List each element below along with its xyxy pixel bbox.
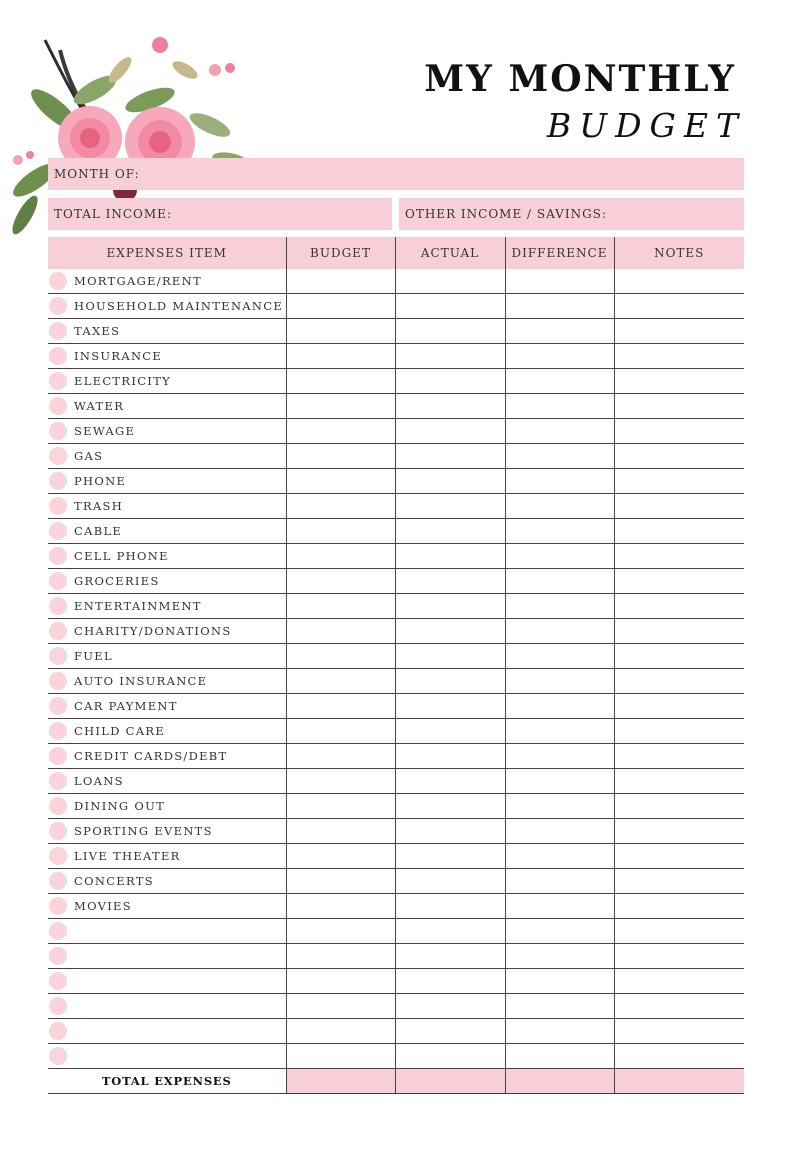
difference-cell[interactable] [505, 569, 614, 594]
actual-cell[interactable] [395, 519, 505, 544]
notes-cell[interactable] [614, 444, 744, 469]
difference-cell[interactable] [505, 619, 614, 644]
bullet-dot-icon [49, 847, 67, 865]
bullet-dot-icon [49, 922, 67, 940]
actual-cell[interactable] [395, 794, 505, 819]
budget-cell[interactable] [286, 619, 395, 644]
actual-cell[interactable] [395, 1044, 505, 1069]
difference-cell[interactable] [505, 994, 614, 1019]
table-row [48, 494, 744, 519]
expense-item-cell [48, 994, 286, 1019]
expense-item-label: CABLE [74, 524, 123, 538]
expense-item-cell [48, 694, 286, 719]
budget-cell[interactable] [286, 569, 395, 594]
expense-item-label: TAXES [74, 324, 121, 338]
table-row [48, 619, 744, 644]
bullet-dot-icon [49, 572, 67, 590]
budget-cell[interactable] [286, 319, 395, 344]
total-notes-cell[interactable] [614, 1069, 744, 1094]
expense-item-cell [48, 1019, 286, 1044]
actual-cell[interactable] [395, 444, 505, 469]
notes-cell[interactable] [614, 394, 744, 419]
expenses-table [48, 237, 744, 1094]
notes-cell[interactable] [614, 869, 744, 894]
actual-cell[interactable] [395, 844, 505, 869]
budget-cell[interactable] [286, 794, 395, 819]
actual-cell[interactable] [395, 769, 505, 794]
difference-cell[interactable] [505, 1044, 614, 1069]
table-row [48, 769, 744, 794]
bullet-dot-icon [49, 747, 67, 765]
notes-cell[interactable] [614, 569, 744, 594]
difference-cell[interactable] [505, 969, 614, 994]
actual-cell[interactable] [395, 919, 505, 944]
expense-item-label: TRASH [74, 499, 124, 513]
notes-cell[interactable] [614, 419, 744, 444]
budget-cell[interactable] [286, 444, 395, 469]
budget-cell[interactable] [286, 294, 395, 319]
table-row [48, 419, 744, 444]
difference-cell[interactable] [505, 769, 614, 794]
expense-item-cell [48, 619, 286, 644]
expense-item-cell [48, 819, 286, 844]
table-row [48, 469, 744, 494]
notes-cell[interactable] [614, 469, 744, 494]
expense-item-label: ELECTRICITY [74, 374, 172, 388]
expense-item-cell [48, 519, 286, 544]
expense-item-label: GROCERIES [74, 574, 160, 588]
bullet-dot-icon [49, 522, 67, 540]
difference-cell[interactable] [505, 644, 614, 669]
table-row [48, 544, 744, 569]
expense-item-cell [48, 919, 286, 944]
budget-cell[interactable] [286, 369, 395, 394]
difference-cell[interactable] [505, 819, 614, 844]
budget-cell[interactable] [286, 1019, 395, 1044]
notes-cell[interactable] [614, 369, 744, 394]
difference-cell[interactable] [505, 519, 614, 544]
table-row [48, 644, 744, 669]
expense-item-label: GAS [74, 449, 104, 463]
actual-cell[interactable] [395, 694, 505, 719]
expense-item-label: DINING OUT [74, 799, 166, 813]
difference-cell[interactable] [505, 869, 614, 894]
notes-cell[interactable] [614, 894, 744, 919]
bullet-dot-icon [49, 822, 67, 840]
actual-cell[interactable] [395, 369, 505, 394]
table-row [48, 694, 744, 719]
budget-cell[interactable] [286, 994, 395, 1019]
notes-cell[interactable] [614, 594, 744, 619]
difference-cell[interactable] [505, 919, 614, 944]
expense-item-cell [48, 344, 286, 369]
budget-cell[interactable] [286, 744, 395, 769]
expense-item-label: LIVE THEATER [74, 849, 181, 863]
bullet-dot-icon [49, 972, 67, 990]
difference-cell[interactable] [505, 694, 614, 719]
total-expenses-row [48, 1069, 744, 1094]
difference-cell[interactable] [505, 744, 614, 769]
notes-cell[interactable] [614, 1019, 744, 1044]
expense-item-cell [48, 719, 286, 744]
expense-item-label: WATER [74, 399, 125, 413]
actual-cell[interactable] [395, 669, 505, 694]
notes-cell[interactable] [614, 944, 744, 969]
difference-cell[interactable] [505, 369, 614, 394]
expense-item-label: SPORTING EVENTS [74, 824, 213, 838]
difference-cell[interactable] [505, 444, 614, 469]
header-notes: NOTES [614, 237, 744, 269]
budget-cell[interactable] [286, 944, 395, 969]
expense-item-label: CHARITY/DONATIONS [74, 624, 232, 638]
expenses-table-wrapper [48, 237, 744, 1094]
bullet-dot-icon [49, 422, 67, 440]
notes-cell[interactable] [614, 619, 744, 644]
bullet-dot-icon [49, 672, 67, 690]
expense-item-cell [48, 844, 286, 869]
expense-item-label: CONCERTS [74, 874, 154, 888]
bullet-dot-icon [49, 772, 67, 790]
month-of-field[interactable] [48, 158, 744, 190]
budget-cell[interactable] [286, 819, 395, 844]
difference-cell[interactable] [505, 419, 614, 444]
actual-cell[interactable] [395, 869, 505, 894]
header-actual: ACTUAL [395, 237, 505, 269]
table-row [48, 969, 744, 994]
actual-cell[interactable] [395, 544, 505, 569]
difference-cell[interactable] [505, 344, 614, 369]
header-difference: DIFFERENCE [505, 237, 614, 269]
page-subtitle: BUDGET [547, 106, 746, 145]
table-row [48, 844, 744, 869]
total-budget-cell[interactable] [286, 1069, 395, 1094]
bullet-dot-icon [49, 547, 67, 565]
actual-cell[interactable] [395, 294, 505, 319]
actual-cell[interactable] [395, 944, 505, 969]
expense-item-cell [48, 544, 286, 569]
budget-cell[interactable] [286, 894, 395, 919]
budget-cell[interactable] [286, 469, 395, 494]
budget-cell[interactable] [286, 544, 395, 569]
notes-cell[interactable] [614, 819, 744, 844]
bullet-dot-icon [49, 1047, 67, 1065]
expense-item-label: ENTERTAINMENT [74, 599, 202, 613]
notes-cell[interactable] [614, 694, 744, 719]
expense-item-cell [48, 744, 286, 769]
bullet-dot-icon [49, 997, 67, 1015]
difference-cell[interactable] [505, 794, 614, 819]
budget-cell[interactable] [286, 919, 395, 944]
actual-cell[interactable] [395, 594, 505, 619]
bullet-dot-icon [49, 397, 67, 415]
difference-cell[interactable] [505, 1019, 614, 1044]
expense-item-cell [48, 319, 286, 344]
budget-cell[interactable] [286, 969, 395, 994]
table-header-row [48, 237, 744, 269]
header-expenses-item: EXPENSES ITEM [48, 237, 286, 269]
budget-cell[interactable] [286, 344, 395, 369]
actual-cell[interactable] [395, 744, 505, 769]
notes-cell[interactable] [614, 669, 744, 694]
table-row [48, 269, 744, 294]
table-row [48, 894, 744, 919]
expense-item-cell [48, 669, 286, 694]
expense-item-label: CHILD CARE [74, 724, 166, 738]
expense-item-label: CAR PAYMENT [74, 699, 178, 713]
expense-item-cell [48, 294, 286, 319]
expense-item-label: AUTO INSURANCE [74, 674, 208, 688]
page-title: MY MONTHLY [424, 58, 736, 100]
table-row [48, 394, 744, 419]
notes-cell[interactable] [614, 969, 744, 994]
notes-cell[interactable] [614, 744, 744, 769]
other-income-label: OTHER INCOME / SAVINGS: [405, 207, 607, 221]
bullet-dot-icon [49, 447, 67, 465]
bullet-dot-icon [49, 472, 67, 490]
notes-cell[interactable] [614, 544, 744, 569]
difference-cell[interactable] [505, 294, 614, 319]
table-row [48, 994, 744, 1019]
expense-item-cell [48, 1044, 286, 1069]
expense-item-label: INSURANCE [74, 349, 163, 363]
actual-cell[interactable] [395, 619, 505, 644]
bullet-dot-icon [49, 597, 67, 615]
budget-cell[interactable] [286, 669, 395, 694]
table-row [48, 1019, 744, 1044]
expense-item-cell [48, 869, 286, 894]
budget-cell[interactable] [286, 644, 395, 669]
difference-cell[interactable] [505, 894, 614, 919]
expense-item-cell [48, 494, 286, 519]
table-row [48, 519, 744, 544]
actual-cell[interactable] [395, 644, 505, 669]
total-actual-cell[interactable] [395, 1069, 505, 1094]
table-row [48, 344, 744, 369]
expense-item-label: SEWAGE [74, 424, 136, 438]
expense-item-label: MORTGAGE/RENT [74, 274, 202, 288]
month-of-label: MONTH OF: [54, 167, 140, 181]
actual-cell[interactable] [395, 269, 505, 294]
expense-item-cell [48, 969, 286, 994]
bullet-dot-icon [49, 897, 67, 915]
notes-cell[interactable] [614, 1044, 744, 1069]
actual-cell[interactable] [395, 719, 505, 744]
difference-cell[interactable] [505, 844, 614, 869]
bullet-dot-icon [49, 322, 67, 340]
notes-cell[interactable] [614, 319, 744, 344]
table-row [48, 819, 744, 844]
bullet-dot-icon [49, 622, 67, 640]
actual-cell[interactable] [395, 894, 505, 919]
bullet-dot-icon [49, 347, 67, 365]
actual-cell[interactable] [395, 319, 505, 344]
budget-cell[interactable] [286, 394, 395, 419]
actual-cell[interactable] [395, 419, 505, 444]
bullet-dot-icon [49, 947, 67, 965]
actual-cell[interactable] [395, 969, 505, 994]
expense-item-label: HOUSEHOLD MAINTENANCE [74, 299, 284, 313]
bullet-dot-icon [49, 297, 67, 315]
expense-item-cell [48, 644, 286, 669]
expense-item-cell [48, 444, 286, 469]
actual-cell[interactable] [395, 1019, 505, 1044]
expense-item-label: MOVIES [74, 899, 132, 913]
actual-cell[interactable] [395, 569, 505, 594]
notes-cell[interactable] [614, 994, 744, 1019]
table-row [48, 794, 744, 819]
budget-cell[interactable] [286, 269, 395, 294]
actual-cell[interactable] [395, 344, 505, 369]
table-row [48, 944, 744, 969]
total-expenses-label: TOTAL EXPENSES [48, 1069, 286, 1094]
actual-cell[interactable] [395, 994, 505, 1019]
table-row [48, 869, 744, 894]
notes-cell[interactable] [614, 844, 744, 869]
expense-item-cell [48, 594, 286, 619]
notes-cell[interactable] [614, 644, 744, 669]
difference-cell[interactable] [505, 269, 614, 294]
actual-cell[interactable] [395, 394, 505, 419]
budget-cell[interactable] [286, 694, 395, 719]
actual-cell[interactable] [395, 469, 505, 494]
expense-item-cell [48, 394, 286, 419]
difference-cell[interactable] [505, 469, 614, 494]
expense-item-cell [48, 769, 286, 794]
table-row [48, 319, 744, 344]
notes-cell[interactable] [614, 769, 744, 794]
budget-cell[interactable] [286, 719, 395, 744]
bullet-dot-icon [49, 647, 67, 665]
table-row [48, 669, 744, 694]
actual-cell[interactable] [395, 494, 505, 519]
table-row [48, 594, 744, 619]
table-row [48, 744, 744, 769]
expense-item-cell [48, 569, 286, 594]
notes-cell[interactable] [614, 269, 744, 294]
table-row [48, 1044, 744, 1069]
expense-item-label: PHONE [74, 474, 127, 488]
budget-cell[interactable] [286, 594, 395, 619]
notes-cell[interactable] [614, 919, 744, 944]
header-budget: BUDGET [286, 237, 395, 269]
budget-cell[interactable] [286, 519, 395, 544]
notes-cell[interactable] [614, 794, 744, 819]
bullet-dot-icon [49, 1022, 67, 1040]
difference-cell[interactable] [505, 944, 614, 969]
expense-item-cell [48, 269, 286, 294]
difference-cell[interactable] [505, 394, 614, 419]
table-row [48, 919, 744, 944]
table-row [48, 569, 744, 594]
bullet-dot-icon [49, 797, 67, 815]
notes-cell[interactable] [614, 344, 744, 369]
notes-cell[interactable] [614, 519, 744, 544]
table-row [48, 444, 744, 469]
budget-cell[interactable] [286, 419, 395, 444]
difference-cell[interactable] [505, 319, 614, 344]
total-income-field[interactable] [48, 198, 392, 230]
budget-cell[interactable] [286, 869, 395, 894]
bullet-dot-icon [49, 272, 67, 290]
budget-cell[interactable] [286, 1044, 395, 1069]
budget-cell[interactable] [286, 844, 395, 869]
difference-cell[interactable] [505, 494, 614, 519]
budget-cell[interactable] [286, 769, 395, 794]
expense-item-cell [48, 894, 286, 919]
total-difference-cell[interactable] [505, 1069, 614, 1094]
expense-item-cell [48, 469, 286, 494]
expense-item-cell [48, 944, 286, 969]
expense-item-label: CREDIT CARDS/DEBT [74, 749, 228, 763]
bullet-dot-icon [49, 872, 67, 890]
notes-cell[interactable] [614, 494, 744, 519]
total-income-label: TOTAL INCOME: [54, 207, 172, 221]
bullet-dot-icon [49, 372, 67, 390]
actual-cell[interactable] [395, 819, 505, 844]
expense-item-label: FUEL [74, 649, 113, 663]
difference-cell[interactable] [505, 544, 614, 569]
expense-item-cell [48, 419, 286, 444]
budget-cell[interactable] [286, 494, 395, 519]
table-row [48, 294, 744, 319]
bullet-dot-icon [49, 697, 67, 715]
table-row [48, 719, 744, 744]
bullet-dot-icon [49, 497, 67, 515]
expense-item-label: CELL PHONE [74, 549, 169, 563]
expense-item-label: LOANS [74, 774, 124, 788]
expense-item-cell [48, 369, 286, 394]
table-row [48, 369, 744, 394]
bullet-dot-icon [49, 722, 67, 740]
notes-cell[interactable] [614, 719, 744, 744]
difference-cell[interactable] [505, 669, 614, 694]
notes-cell[interactable] [614, 294, 744, 319]
difference-cell[interactable] [505, 594, 614, 619]
expense-item-cell [48, 794, 286, 819]
difference-cell[interactable] [505, 719, 614, 744]
other-income-field[interactable] [399, 198, 744, 230]
